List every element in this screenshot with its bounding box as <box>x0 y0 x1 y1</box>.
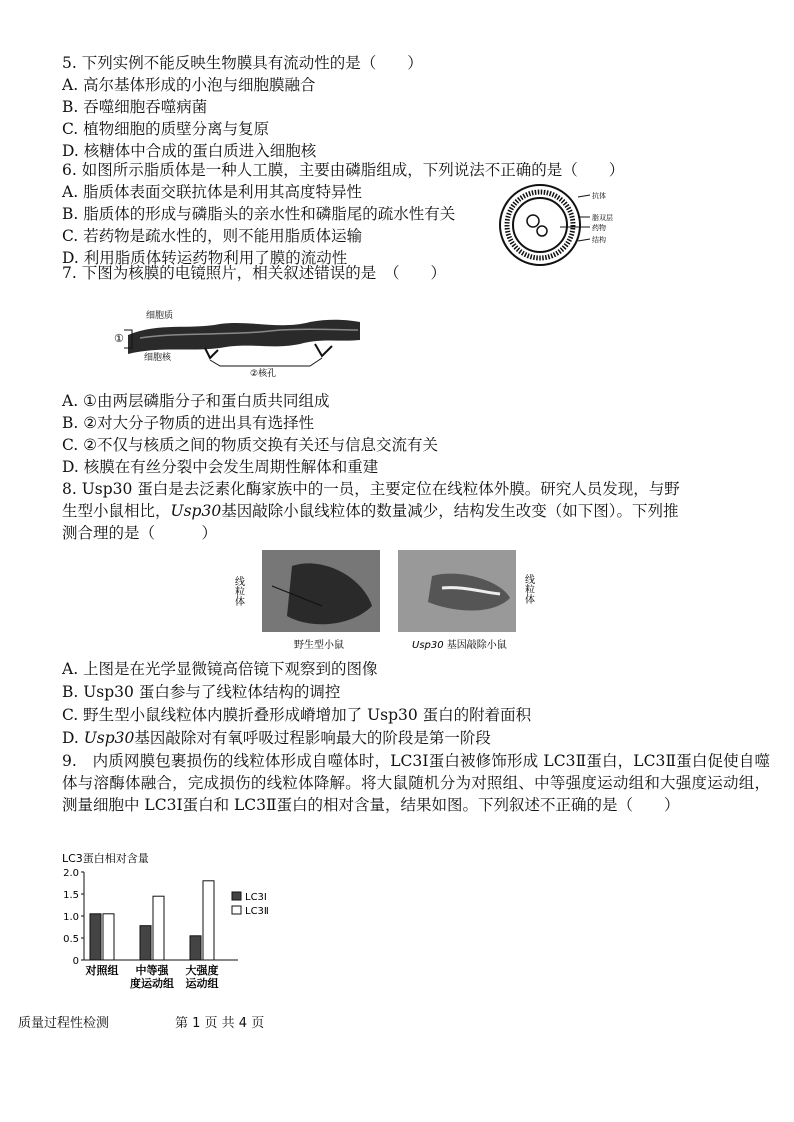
bar-lc3-ii <box>153 896 164 960</box>
wild-type-label: 线粒体 <box>232 576 244 606</box>
q5-option-c: C. 植物细胞的质壁分离与复原 <box>62 120 270 138</box>
x-category-label: 对照组 <box>85 964 119 977</box>
mitochondria-micrographs <box>232 546 552 656</box>
bar-lc3-ii <box>103 914 114 960</box>
q8-option-b: B. Usp30 蛋白参与了线粒体结构的调控 <box>62 683 341 701</box>
knockout-label: 线粒体 <box>522 574 534 604</box>
q6-option-b: B. 脂质体的形成与磷脂头的亲水性和磷脂尾的疏水性有关 <box>62 205 456 223</box>
q7-option-d: D. 核膜在有丝分裂中会发生周期性解体和重建 <box>62 458 379 476</box>
micrograph-label-pore: ②核孔 <box>250 369 277 379</box>
chart-title: LC3蛋白相对含量 <box>62 852 149 865</box>
legend-label: LC3Ⅰ <box>245 892 267 903</box>
micrograph-label-cytoplasm: 细胞质 <box>146 311 174 321</box>
legend-swatch <box>232 892 241 900</box>
bar-lc3-i <box>190 936 201 960</box>
q8-option-a: A. 上图是在光学显微镜高倍镜下观察到的图像 <box>62 660 378 678</box>
q7-stem: 7. 下图为核膜的电镜照片，相关叙述错误的是 （ ） <box>62 264 446 282</box>
lc3-bar-chart <box>58 850 318 995</box>
legend-label: LC3Ⅱ <box>245 906 269 917</box>
liposome-label-1: 抗体 <box>592 192 606 200</box>
q8-option-d: D. Usp30基因敲除对有氧呼吸过程影响最大的阶段是第一阶段 <box>62 729 491 747</box>
q8-option-c: C. 野生型小鼠线粒体内膜折叠形成嵴增加了 Usp30 蛋白的附着面积 <box>62 706 532 724</box>
bar-lc3-i <box>140 926 151 960</box>
q8-stem-line1: 8. Usp30 蛋白是去泛素化酶家族中的一员，主要定位在线粒体外膜。研究人员发现，与野 <box>62 480 680 498</box>
micrograph-label-nucleus: 细胞核 <box>144 353 172 363</box>
bar-lc3-ii <box>203 881 214 960</box>
q5-option-b: B. 吞噬细胞吞噬病菌 <box>62 98 208 116</box>
micrograph-label-membrane: ① <box>114 332 124 345</box>
q8-stem-line2: 生型小鼠相比，Usp30基因敲除小鼠线粒体的数量减少，结构发生改变（如下图）。下列推 <box>62 502 679 520</box>
q7-option-a: A. ①由两层磷脂分子和蛋白质共同组成 <box>62 392 330 410</box>
liposome-label-2: 脂双层 <box>592 214 613 222</box>
q6-option-d: D. 利用脂质体转运药物利用了膜的流动性 <box>62 249 348 267</box>
q5-stem: 5. 下列实例不能反映生物膜具有流动性的是（ ） <box>62 54 423 72</box>
q6-stem: 6. 如图所示脂质体是一种人工膜，主要由磷脂组成，下列说法不正确的是（ ） <box>62 161 625 179</box>
q7-option-c: C. ②不仅与核质之间的物质交换有关还与信息交流有关 <box>62 436 439 454</box>
liposome-label-3: 药物 <box>592 224 606 232</box>
liposome-label-4: 结构 <box>592 236 606 244</box>
q5-option-a: A. 高尔基体形成的小泡与细胞膜融合 <box>62 76 316 94</box>
y-tick-label: 2.0 <box>63 868 79 879</box>
x-category-label: 运动组 <box>185 977 219 990</box>
page-number: 第 1 页 共 4 页 <box>175 1016 265 1031</box>
y-tick-label: 1.0 <box>63 912 79 923</box>
legend-swatch <box>232 906 241 914</box>
y-tick-label: 0.5 <box>63 934 79 945</box>
nuclear-membrane-micrograph <box>110 300 370 380</box>
wild-type-caption: 野生型小鼠 <box>294 640 344 651</box>
footer-left: 质量过程性检测 <box>18 1016 110 1031</box>
q9-stem: 9. 内质网膜包裹损伤的线粒体形成自噬体时，LC3Ⅰ蛋白被修饰形成 LC3Ⅱ蛋白，LC3Ⅱ蛋白促使自噬体与溶酶体融合，完成损伤的线粒体降解。将大鼠随机分为对照组、中等强度运动组和大强度运动组，测量细胞中 LC3Ⅰ蛋白和 LC3Ⅱ蛋白的相对含量，结果如图。下列叙述不正确的是（ ） <box>62 752 770 814</box>
knockout-caption: Usp30 基因敲除小鼠 <box>412 640 507 651</box>
y-tick-label: 1.5 <box>63 890 79 901</box>
liposome-diagram <box>498 183 678 268</box>
x-category-label: 度运动组 <box>130 977 174 990</box>
x-category-label: 中等强 <box>135 964 169 977</box>
q7-option-b: B. ②对大分子物质的进出具有选择性 <box>62 414 315 432</box>
q8-stem-line3: 测合理的是（ ） <box>62 524 218 542</box>
x-category-label: 大强度 <box>185 964 219 977</box>
bar-lc3-i <box>90 914 101 960</box>
q6-option-a: A. 脂质体表面交联抗体是利用其高度特异性 <box>62 183 363 201</box>
q5-option-d: D. 核糖体中合成的蛋白质进入细胞核 <box>62 142 317 160</box>
y-tick-label: 0 <box>72 956 79 967</box>
q6-option-c: C. 若药物是疏水性的，则不能用脂质体运输 <box>62 227 363 245</box>
